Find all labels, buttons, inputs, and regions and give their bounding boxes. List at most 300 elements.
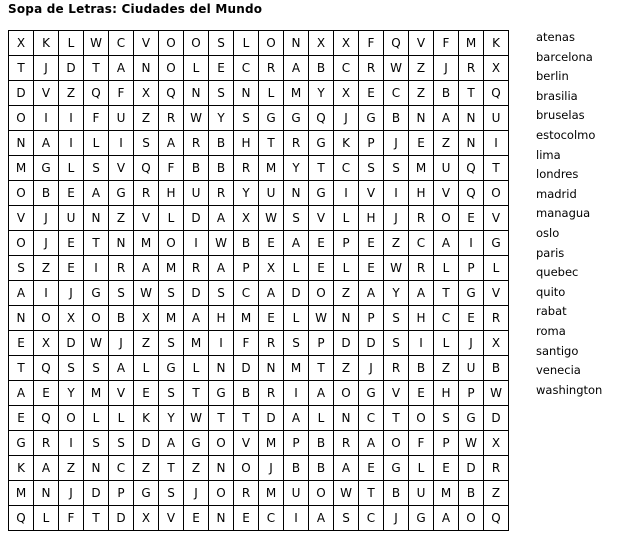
letter-cell[interactable]: A xyxy=(34,131,59,156)
letter-cell[interactable]: X xyxy=(59,306,84,331)
letter-cell[interactable]: P xyxy=(109,481,134,506)
letter-cell[interactable]: D xyxy=(134,431,159,456)
letter-cell[interactable]: E xyxy=(359,256,384,281)
letter-cell[interactable]: I xyxy=(34,106,59,131)
letter-cell[interactable]: O xyxy=(9,181,34,206)
letter-cell[interactable]: S xyxy=(59,356,84,381)
letter-cell[interactable]: Q xyxy=(484,506,509,531)
letter-cell[interactable]: L xyxy=(109,406,134,431)
letter-cell[interactable]: E xyxy=(434,456,459,481)
word-list-item[interactable]: rabat xyxy=(536,304,567,319)
letter-cell[interactable]: T xyxy=(159,456,184,481)
letter-cell[interactable]: S xyxy=(284,331,309,356)
letter-cell[interactable]: E xyxy=(259,231,284,256)
letter-cell[interactable]: C xyxy=(359,406,384,431)
letter-cell[interactable]: N xyxy=(459,131,484,156)
letter-cell[interactable]: O xyxy=(309,481,334,506)
letter-cell[interactable]: B xyxy=(384,481,409,506)
letter-cell[interactable]: Q xyxy=(9,506,34,531)
letter-cell[interactable]: C xyxy=(434,306,459,331)
letter-cell[interactable]: J xyxy=(109,331,134,356)
letter-cell[interactable]: S xyxy=(159,381,184,406)
letter-cell[interactable]: T xyxy=(359,481,384,506)
letter-cell[interactable]: Z xyxy=(134,106,159,131)
letter-cell[interactable]: L xyxy=(334,256,359,281)
letter-cell[interactable]: K xyxy=(34,31,59,56)
letter-cell[interactable]: I xyxy=(384,181,409,206)
letter-cell[interactable]: B xyxy=(309,456,334,481)
letter-cell[interactable]: E xyxy=(459,306,484,331)
letter-cell[interactable]: C xyxy=(359,506,384,531)
letter-cell[interactable]: V xyxy=(409,31,434,56)
letter-cell[interactable]: S xyxy=(434,406,459,431)
letter-cell[interactable]: E xyxy=(359,456,384,481)
letter-cell[interactable]: E xyxy=(459,206,484,231)
letter-cell[interactable]: T xyxy=(434,281,459,306)
letter-cell[interactable]: N xyxy=(334,306,359,331)
letter-cell[interactable]: E xyxy=(59,231,84,256)
letter-cell[interactable]: W xyxy=(84,331,109,356)
letter-cell[interactable]: J xyxy=(384,131,409,156)
letter-cell[interactable]: J xyxy=(34,231,59,256)
letter-cell[interactable]: X xyxy=(234,206,259,231)
letter-cell[interactable]: X xyxy=(334,31,359,56)
letter-cell[interactable]: R xyxy=(409,256,434,281)
letter-cell[interactable]: Z xyxy=(59,456,84,481)
letter-cell[interactable]: O xyxy=(459,506,484,531)
word-list-item[interactable]: madrid xyxy=(536,186,577,201)
letter-cell[interactable]: I xyxy=(59,131,84,156)
letter-cell[interactable]: N xyxy=(84,456,109,481)
word-list-item[interactable]: venecia xyxy=(536,363,581,378)
letter-cell[interactable]: Z xyxy=(334,356,359,381)
letter-cell[interactable]: G xyxy=(284,106,309,131)
letter-cell[interactable]: E xyxy=(359,231,384,256)
letter-cell[interactable]: V xyxy=(159,506,184,531)
letter-cell[interactable]: O xyxy=(434,206,459,231)
letter-cell[interactable]: W xyxy=(209,231,234,256)
letter-cell[interactable]: I xyxy=(34,281,59,306)
letter-cell[interactable]: S xyxy=(159,281,184,306)
letter-cell[interactable]: T xyxy=(484,156,509,181)
letter-cell[interactable]: A xyxy=(359,431,384,456)
letter-cell[interactable]: E xyxy=(359,81,384,106)
letter-cell[interactable]: S xyxy=(84,356,109,381)
letter-cell[interactable]: M xyxy=(84,381,109,406)
letter-cell[interactable]: G xyxy=(484,231,509,256)
letter-cell[interactable]: Y xyxy=(59,381,84,406)
letter-cell[interactable]: R xyxy=(259,56,284,81)
letter-cell[interactable]: O xyxy=(9,106,34,131)
letter-cell[interactable]: P xyxy=(434,431,459,456)
word-list-item[interactable]: bruselas xyxy=(536,108,585,123)
letter-cell[interactable]: A xyxy=(134,256,159,281)
letter-cell[interactable]: V xyxy=(34,81,59,106)
letter-cell[interactable]: Z xyxy=(484,481,509,506)
letter-cell[interactable]: C xyxy=(109,456,134,481)
letter-cell[interactable]: P xyxy=(234,256,259,281)
letter-cell[interactable]: P xyxy=(359,306,384,331)
letter-cell[interactable]: D xyxy=(184,206,209,231)
letter-cell[interactable]: M xyxy=(159,306,184,331)
letter-cell[interactable]: S xyxy=(209,81,234,106)
letter-cell[interactable]: M xyxy=(259,481,284,506)
letter-cell[interactable]: F xyxy=(434,31,459,56)
letter-cell[interactable]: X xyxy=(309,31,334,56)
letter-cell[interactable]: O xyxy=(9,231,34,256)
letter-cell[interactable]: E xyxy=(59,181,84,206)
letter-cell[interactable]: L xyxy=(134,356,159,381)
letter-cell[interactable]: J xyxy=(459,331,484,356)
word-list-item[interactable]: quebec xyxy=(536,265,579,280)
letter-cell[interactable]: S xyxy=(159,481,184,506)
letter-cell[interactable]: Q xyxy=(309,106,334,131)
letter-cell[interactable]: B xyxy=(459,481,484,506)
letter-cell[interactable]: A xyxy=(434,231,459,256)
letter-cell[interactable]: R xyxy=(384,356,409,381)
letter-cell[interactable]: U xyxy=(259,181,284,206)
letter-cell[interactable]: G xyxy=(384,456,409,481)
letter-cell[interactable]: G xyxy=(459,406,484,431)
letter-cell[interactable]: K xyxy=(9,456,34,481)
letter-cell[interactable]: Z xyxy=(134,456,159,481)
letter-cell[interactable]: Z xyxy=(409,56,434,81)
letter-cell[interactable]: G xyxy=(84,281,109,306)
letter-cell[interactable]: M xyxy=(9,156,34,181)
letter-cell[interactable]: V xyxy=(484,281,509,306)
letter-cell[interactable]: N xyxy=(209,356,234,381)
letter-cell[interactable]: T xyxy=(259,131,284,156)
letter-cell[interactable]: H xyxy=(209,306,234,331)
letter-cell[interactable]: B xyxy=(309,431,334,456)
letter-cell[interactable]: U xyxy=(184,181,209,206)
letter-cell[interactable]: R xyxy=(484,306,509,331)
letter-cell[interactable]: A xyxy=(334,456,359,481)
letter-cell[interactable]: N xyxy=(34,481,59,506)
letter-cell[interactable]: M xyxy=(284,356,309,381)
letter-cell[interactable]: V xyxy=(434,181,459,206)
letter-cell[interactable]: S xyxy=(334,506,359,531)
letter-cell[interactable]: B xyxy=(209,131,234,156)
letter-cell[interactable]: M xyxy=(159,256,184,281)
letter-cell[interactable]: B xyxy=(434,81,459,106)
letter-cell[interactable]: J xyxy=(384,506,409,531)
letter-cell[interactable]: B xyxy=(234,231,259,256)
letter-cell[interactable]: G xyxy=(259,106,284,131)
letter-cell[interactable]: L xyxy=(159,206,184,231)
letter-cell[interactable]: Q xyxy=(34,406,59,431)
letter-cell[interactable]: R xyxy=(359,56,384,81)
letter-cell[interactable]: M xyxy=(134,231,159,256)
letter-cell[interactable]: D xyxy=(59,56,84,81)
word-list-item[interactable]: washington xyxy=(536,382,603,397)
letter-cell[interactable]: W xyxy=(134,281,159,306)
word-list-item[interactable]: barcelona xyxy=(536,49,593,64)
letter-cell[interactable]: M xyxy=(434,481,459,506)
letter-cell[interactable]: B xyxy=(284,456,309,481)
letter-cell[interactable]: G xyxy=(159,356,184,381)
letter-cell[interactable]: X xyxy=(34,331,59,356)
letter-cell[interactable]: G xyxy=(9,431,34,456)
letter-cell[interactable]: F xyxy=(234,331,259,356)
letter-cell[interactable]: J xyxy=(359,356,384,381)
letter-cell[interactable]: I xyxy=(59,431,84,456)
letter-cell[interactable]: I xyxy=(209,331,234,356)
letter-cell[interactable]: E xyxy=(409,381,434,406)
letter-cell[interactable]: F xyxy=(59,506,84,531)
letter-cell[interactable]: A xyxy=(309,506,334,531)
letter-cell[interactable]: V xyxy=(134,206,159,231)
letter-cell[interactable]: D xyxy=(59,331,84,356)
letter-cell[interactable]: R xyxy=(159,106,184,131)
letter-cell[interactable]: N xyxy=(409,106,434,131)
letter-cell[interactable]: T xyxy=(209,406,234,431)
letter-cell[interactable]: B xyxy=(409,356,434,381)
letter-cell[interactable]: M xyxy=(259,156,284,181)
letter-cell[interactable]: R xyxy=(184,256,209,281)
word-list-item[interactable]: atenas xyxy=(536,30,575,44)
letter-cell[interactable]: R xyxy=(409,206,434,231)
letter-cell[interactable]: Y xyxy=(209,106,234,131)
letter-cell[interactable]: S xyxy=(384,331,409,356)
letter-cell[interactable]: L xyxy=(284,256,309,281)
letter-cell[interactable]: Z xyxy=(134,331,159,356)
letter-cell[interactable]: S xyxy=(84,431,109,456)
letter-cell[interactable]: N xyxy=(459,106,484,131)
letter-cell[interactable]: G xyxy=(309,181,334,206)
letter-cell[interactable]: E xyxy=(259,306,284,331)
letter-cell[interactable]: E xyxy=(184,506,209,531)
letter-cell[interactable]: S xyxy=(234,106,259,131)
letter-cell[interactable]: O xyxy=(384,431,409,456)
letter-cell[interactable]: A xyxy=(284,231,309,256)
letter-cell[interactable]: P xyxy=(309,331,334,356)
letter-cell[interactable]: U xyxy=(59,206,84,231)
letter-cell[interactable]: C xyxy=(234,56,259,81)
letter-cell[interactable]: S xyxy=(134,131,159,156)
letter-cell[interactable]: A xyxy=(284,56,309,81)
letter-cell[interactable]: W xyxy=(309,306,334,331)
letter-cell[interactable]: V xyxy=(359,181,384,206)
letter-cell[interactable]: Z xyxy=(59,81,84,106)
letter-cell[interactable]: R xyxy=(259,331,284,356)
word-list-item[interactable]: berlin xyxy=(536,69,569,84)
letter-cell[interactable]: E xyxy=(59,256,84,281)
letter-cell[interactable]: E xyxy=(9,406,34,431)
letter-cell[interactable]: R xyxy=(259,381,284,406)
letter-cell[interactable]: N xyxy=(84,206,109,231)
letter-cell[interactable]: T xyxy=(84,56,109,81)
letter-cell[interactable]: A xyxy=(9,281,34,306)
letter-cell[interactable]: U xyxy=(284,481,309,506)
letter-cell[interactable]: J xyxy=(34,56,59,81)
letter-cell[interactable]: O xyxy=(209,481,234,506)
word-list-item[interactable]: santigo xyxy=(536,343,579,358)
letter-cell[interactable]: E xyxy=(209,56,234,81)
letter-cell[interactable]: Z xyxy=(384,231,409,256)
letter-cell[interactable]: C xyxy=(334,56,359,81)
letter-cell[interactable]: A xyxy=(259,281,284,306)
letter-cell[interactable]: N xyxy=(284,181,309,206)
letter-cell[interactable]: R xyxy=(234,156,259,181)
letter-cell[interactable]: V xyxy=(234,431,259,456)
word-list-item[interactable]: managua xyxy=(536,206,591,221)
letter-cell[interactable]: E xyxy=(309,256,334,281)
letter-cell[interactable]: A xyxy=(209,206,234,231)
letter-cell[interactable]: R xyxy=(209,181,234,206)
letter-cell[interactable]: X xyxy=(259,256,284,281)
letter-cell[interactable]: H xyxy=(434,381,459,406)
letter-cell[interactable]: O xyxy=(259,31,284,56)
letter-cell[interactable]: J xyxy=(434,56,459,81)
letter-cell[interactable]: S xyxy=(284,206,309,231)
letter-cell[interactable]: Y xyxy=(284,156,309,181)
word-list-item[interactable]: lima xyxy=(536,147,561,162)
letter-cell[interactable]: Y xyxy=(309,81,334,106)
letter-cell[interactable]: T xyxy=(459,81,484,106)
letter-cell[interactable]: P xyxy=(459,256,484,281)
letter-cell[interactable]: D xyxy=(334,331,359,356)
letter-cell[interactable]: W xyxy=(334,481,359,506)
letter-cell[interactable]: B xyxy=(234,381,259,406)
letter-cell[interactable]: X xyxy=(134,506,159,531)
letter-cell[interactable]: I xyxy=(109,131,134,156)
letter-cell[interactable]: O xyxy=(334,381,359,406)
letter-cell[interactable]: Y xyxy=(159,406,184,431)
letter-cell[interactable]: D xyxy=(459,456,484,481)
letter-cell[interactable]: X xyxy=(9,31,34,56)
letter-cell[interactable]: A xyxy=(434,106,459,131)
letter-cell[interactable]: A xyxy=(184,306,209,331)
letter-cell[interactable]: U xyxy=(484,106,509,131)
letter-cell[interactable]: L xyxy=(59,31,84,56)
letter-cell[interactable]: X xyxy=(134,306,159,331)
letter-cell[interactable]: F xyxy=(84,106,109,131)
letter-cell[interactable]: Q xyxy=(459,156,484,181)
letter-cell[interactable]: G xyxy=(359,106,384,131)
letter-cell[interactable]: W xyxy=(484,381,509,406)
letter-cell[interactable]: T xyxy=(384,406,409,431)
letter-cell[interactable]: C xyxy=(384,81,409,106)
letter-cell[interactable]: T xyxy=(84,506,109,531)
letter-cell[interactable]: W xyxy=(384,56,409,81)
letter-cell[interactable]: B xyxy=(34,181,59,206)
letter-cell[interactable]: A xyxy=(359,281,384,306)
word-list-item[interactable]: estocolmo xyxy=(536,127,596,142)
letter-cell[interactable]: Q xyxy=(484,81,509,106)
letter-cell[interactable]: Z xyxy=(434,131,459,156)
letter-cell[interactable]: N xyxy=(134,56,159,81)
letter-cell[interactable]: G xyxy=(409,506,434,531)
letter-cell[interactable]: B xyxy=(309,56,334,81)
letter-cell[interactable]: M xyxy=(234,306,259,331)
letter-cell[interactable]: Y xyxy=(234,181,259,206)
letter-cell[interactable]: A xyxy=(109,356,134,381)
letter-cell[interactable]: L xyxy=(409,456,434,481)
letter-cell[interactable]: T xyxy=(309,156,334,181)
letter-cell[interactable]: T xyxy=(234,406,259,431)
letter-cell[interactable]: S xyxy=(109,281,134,306)
letter-cell[interactable]: X xyxy=(134,81,159,106)
letter-cell[interactable]: N xyxy=(259,356,284,381)
letter-cell[interactable]: Z xyxy=(34,256,59,281)
letter-cell[interactable]: L xyxy=(284,306,309,331)
letter-cell[interactable]: J xyxy=(384,206,409,231)
letter-cell[interactable]: N xyxy=(9,306,34,331)
letter-cell[interactable]: L xyxy=(484,256,509,281)
letter-cell[interactable]: O xyxy=(59,406,84,431)
letter-cell[interactable]: J xyxy=(59,281,84,306)
letter-cell[interactable]: I xyxy=(409,331,434,356)
letter-cell[interactable]: P xyxy=(284,431,309,456)
letter-cell[interactable]: U xyxy=(434,156,459,181)
letter-cell[interactable]: A xyxy=(34,456,59,481)
word-list-item[interactable]: brasilia xyxy=(536,88,578,103)
letter-cell[interactable]: G xyxy=(34,156,59,181)
letter-cell[interactable]: B xyxy=(209,156,234,181)
letter-cell[interactable]: O xyxy=(484,181,509,206)
letter-cell[interactable]: S xyxy=(384,306,409,331)
letter-cell[interactable]: R xyxy=(234,481,259,506)
letter-cell[interactable]: R xyxy=(184,131,209,156)
letter-cell[interactable]: A xyxy=(159,131,184,156)
letter-cell[interactable]: I xyxy=(459,231,484,256)
letter-cell[interactable]: V xyxy=(384,381,409,406)
letter-cell[interactable]: D xyxy=(284,281,309,306)
letter-cell[interactable]: W xyxy=(184,406,209,431)
letter-cell[interactable]: C xyxy=(409,231,434,256)
letter-cell[interactable]: O xyxy=(309,281,334,306)
letter-cell[interactable]: K xyxy=(484,31,509,56)
letter-cell[interactable]: Q xyxy=(459,181,484,206)
letter-cell[interactable]: G xyxy=(309,131,334,156)
letter-cell[interactable]: P xyxy=(334,231,359,256)
letter-cell[interactable]: J xyxy=(259,456,284,481)
letter-cell[interactable]: M xyxy=(409,156,434,181)
letter-cell[interactable]: Q xyxy=(159,81,184,106)
letter-cell[interactable]: I xyxy=(84,256,109,281)
letter-cell[interactable]: I xyxy=(484,131,509,156)
letter-grid[interactable] xyxy=(8,30,509,531)
letter-cell[interactable]: A xyxy=(159,431,184,456)
letter-cell[interactable]: J xyxy=(334,106,359,131)
letter-cell[interactable]: L xyxy=(34,506,59,531)
letter-cell[interactable]: M xyxy=(459,31,484,56)
letter-cell[interactable]: W xyxy=(459,431,484,456)
letter-cell[interactable]: U xyxy=(109,106,134,131)
letter-cell[interactable]: M xyxy=(284,81,309,106)
letter-cell[interactable]: E xyxy=(409,131,434,156)
letter-cell[interactable]: B xyxy=(384,106,409,131)
letter-cell[interactable]: N xyxy=(284,31,309,56)
letter-cell[interactable]: P xyxy=(459,381,484,406)
letter-cell[interactable]: E xyxy=(234,506,259,531)
letter-cell[interactable]: O xyxy=(184,31,209,56)
letter-cell[interactable]: I xyxy=(284,506,309,531)
letter-cell[interactable]: X xyxy=(484,331,509,356)
letter-cell[interactable]: W xyxy=(84,31,109,56)
letter-cell[interactable]: O xyxy=(34,306,59,331)
letter-cell[interactable]: D xyxy=(184,281,209,306)
letter-cell[interactable]: L xyxy=(434,256,459,281)
letter-cell[interactable]: A xyxy=(409,281,434,306)
letter-cell[interactable]: A xyxy=(209,256,234,281)
letter-cell[interactable]: H xyxy=(159,181,184,206)
letter-cell[interactable]: S xyxy=(159,331,184,356)
letter-cell[interactable]: L xyxy=(59,156,84,181)
letter-cell[interactable]: Z xyxy=(109,206,134,231)
letter-cell[interactable]: L xyxy=(259,81,284,106)
